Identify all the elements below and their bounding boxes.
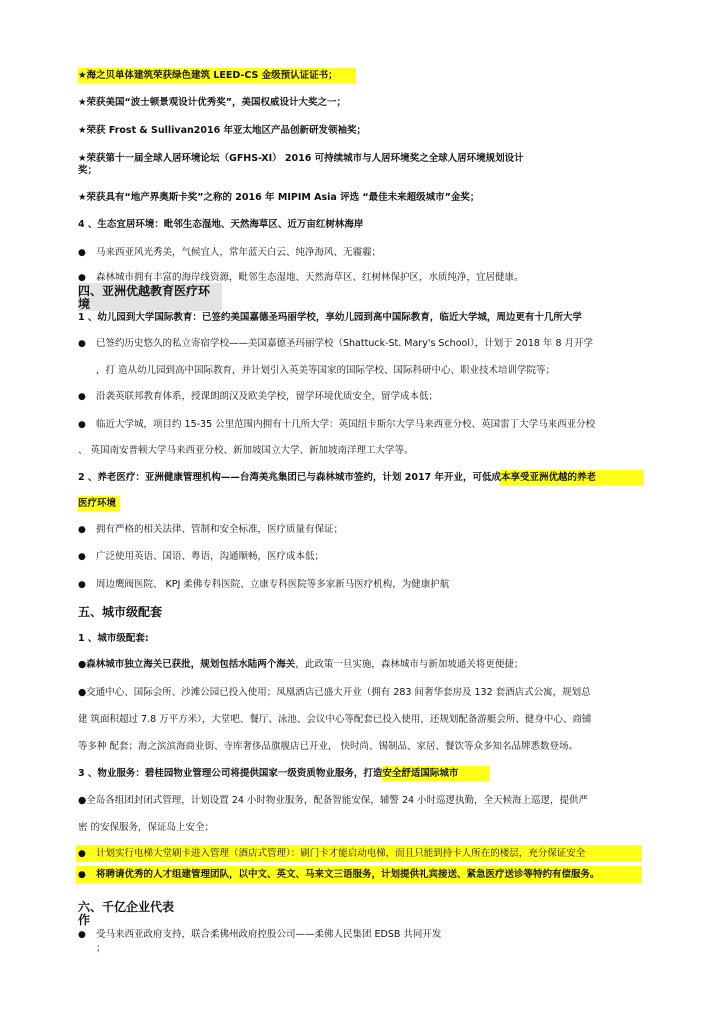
bullet-icon: ● [78,849,86,859]
bullet-icon: ● [78,525,86,535]
sec6-item-1: 受马来西亚政府支持，联合柔佛州政府控股公司——柔佛人民集团 EDSB 共同开发 [96,929,442,940]
med-item-1: 拥有严格的相关法律、管制和安全标准，医疗质量有保证； [96,524,344,535]
award-1: ★海之贝单体建筑荣获绿色建筑 LEED-CS 金级预认证证书； [78,70,338,81]
med-heading-cont: 医疗环境 [78,498,117,509]
city-item-1-bold: 森林城市独立海关已获批，规划包括水陆两个海关 [86,659,296,670]
med-heading [78,471,658,485]
award-4: ★荣获第十一届全球人居环境论坛（GFHS-XI） 2016 可持续城市与人居环境奖之全球人居环境规划设计 [78,153,524,164]
prop-item-1-cont: 密 的安保服务，保证岛上安全； [78,822,215,833]
city-item-2 [78,686,658,700]
prop-heading [78,767,658,781]
award-5: ★荣获具有“地产界奥斯卡奖”之称的 2016 年 MIPIM Asia 评选 “最佳未来超级城市”金奖； [78,192,480,203]
city-heading: 1 、城市级配套: [78,633,149,644]
section-4-title: 四、亚洲优越教育医疗环 [78,284,211,298]
bullet-icon: ● [78,392,86,402]
eco-heading: 4 、生态宜居环境：毗邻生态湿地、天然海草区、近万亩红树林海岸 [78,219,364,230]
edu-heading: 1 、幼儿园到大学国际教育：已签约美国嘉德圣玛丽学校，享幼儿园到高中国际教育，临近大学城，周边更有十几所大学 [78,312,582,323]
city-item-2-cont: 建 筑面积超过 7.8 万平方米），大堂吧、餐厅、泳池、会议中心等配套已投入使用，还规划配备游艇会所、健身中心、商铺 [78,714,592,725]
prop-item-2: 计划实行电梯大堂刷卡进入管理（酒店式管理）：刷门卡才能启动电梯，而且只能到持卡人所在的楼层，充分保证安全 [96,848,586,859]
bullet-icon: ● [78,339,86,349]
bullet-icon: ● [78,580,86,590]
bullet-icon: ● [78,420,86,430]
bullet-icon: ● [78,273,86,283]
bullet-icon: ● [78,248,86,258]
city-item-2-text: 交通中心、国际会所、沙滩公园已投入使用；凤凰酒店已盛大开业（拥有 283 间奢华套房及 132 套酒店式公寓，规划总 [86,687,591,698]
edu-item-1-cont: ，打 造从幼儿园到高中国际教育，并计划引入英美等国家的国际学校、国际科研中心、职业技术培训学院等； [96,365,556,376]
eco-item-1: 马来西亚风光秀美，气候宜人，常年蓝天白云、纯净海风、无霾霾； [96,247,382,258]
section-4-title-cont: 境 [78,297,91,311]
med-item-3: 周边鹰阀医院、 KPJ 柔佛专科医院、立康专科医院等多家新马医疗机构，为健康护航 [96,579,450,590]
award-4-cont: 奖； [78,165,98,176]
prop-heading-highlighted: 打造安全舒适国际城市 [363,768,459,779]
award-2: ★荣获美国“波士顿景观设计优秀奖”，美国权威设计大奖之一； [78,97,347,108]
section-6-title: 六、千亿企业代表 [78,900,175,914]
sec6-item-1-cont: ； [96,943,106,954]
edu-item-1: 已签约历史悠久的私立寄宿学校——美国嘉德圣玛丽学校（Shattuck-St. Mary's School），计划于 2018 年 8 月开学 [96,338,594,349]
section-6-title-cont: 作 [78,913,91,927]
med-heading-text: 2 、养老医疗：亚洲健康管理机构——台湾美兆集团已与森林城市签约，计划 2017 年开业， [78,472,473,483]
bullet-icon: ● [78,687,87,698]
bullet-icon: ● [78,552,86,562]
bullet-icon: ● [78,870,86,880]
prop-item-1-text: 全岛各组团封闭式管理，计划设置 24 小时物业服务，配备智能安保，辅警 24 小时巡逻执勤，全天候海上巡逻，提供严 [86,795,589,806]
bullet-icon: ● [78,659,87,670]
prop-item-1 [78,794,658,808]
eco-item-2: 森林城市拥有丰富的海岸线资源，毗邻生态湿地、天然海草区、红树林保护区，水质纯净，宜居健康。 [96,272,524,283]
med-item-2: 广泛使用英语、国语、粤语，沟通顺畅，医疗成本低； [96,551,325,562]
edu-item-2: 沿袭英联邦教育体系，授课朗朗汉及欧美学校，留学环境优质安全，留学成本低； [96,391,439,402]
city-item-1-text: ，此政策一旦实施，森林城市与新加坡通关将更便捷； [295,659,524,670]
edu-item-3: 临近大学城，项目约 15-35 公里范围内拥有十几所大学：英国纽卡斯尔大学马来西亚分校、英国雷丁大学马来西亚分校 [96,419,596,430]
prop-heading-text: 3 、物业服务：碧桂园物业管理公司将提供国家一级资质物业服务， [78,768,364,779]
city-item-1 [78,658,658,672]
edu-item-3-cont: 、 英国南安普顿大学马来西亚分校、新加坡国立大学、新加坡南洋理工大学等。 [78,445,414,456]
med-heading-highlighted: 可低成本享受亚洲优越的养老 [472,472,596,483]
bullet-icon: ● [78,930,86,940]
city-item-2-cont-2: 等多种 配套；海之滨滨海商业街、寺库奢侈品旗舰店已开业， 快时尚、锡制品、家居、餐饮等众多知名品牌悉数登场。 [78,741,579,752]
award-3: ★荣获 Frost & Sullivan2016 年亚太地区产品创新研发领袖奖； [78,125,367,136]
section-5-title: 五、城市级配套 [78,605,163,619]
prop-item-3: 将聘请优秀的人才组建管理团队，以中文、英文、马来文三语服务，计划提供礼宾接送、紧急医疗送诊等特约有偿服务。 [96,869,600,880]
bullet-icon: ● [78,795,87,806]
